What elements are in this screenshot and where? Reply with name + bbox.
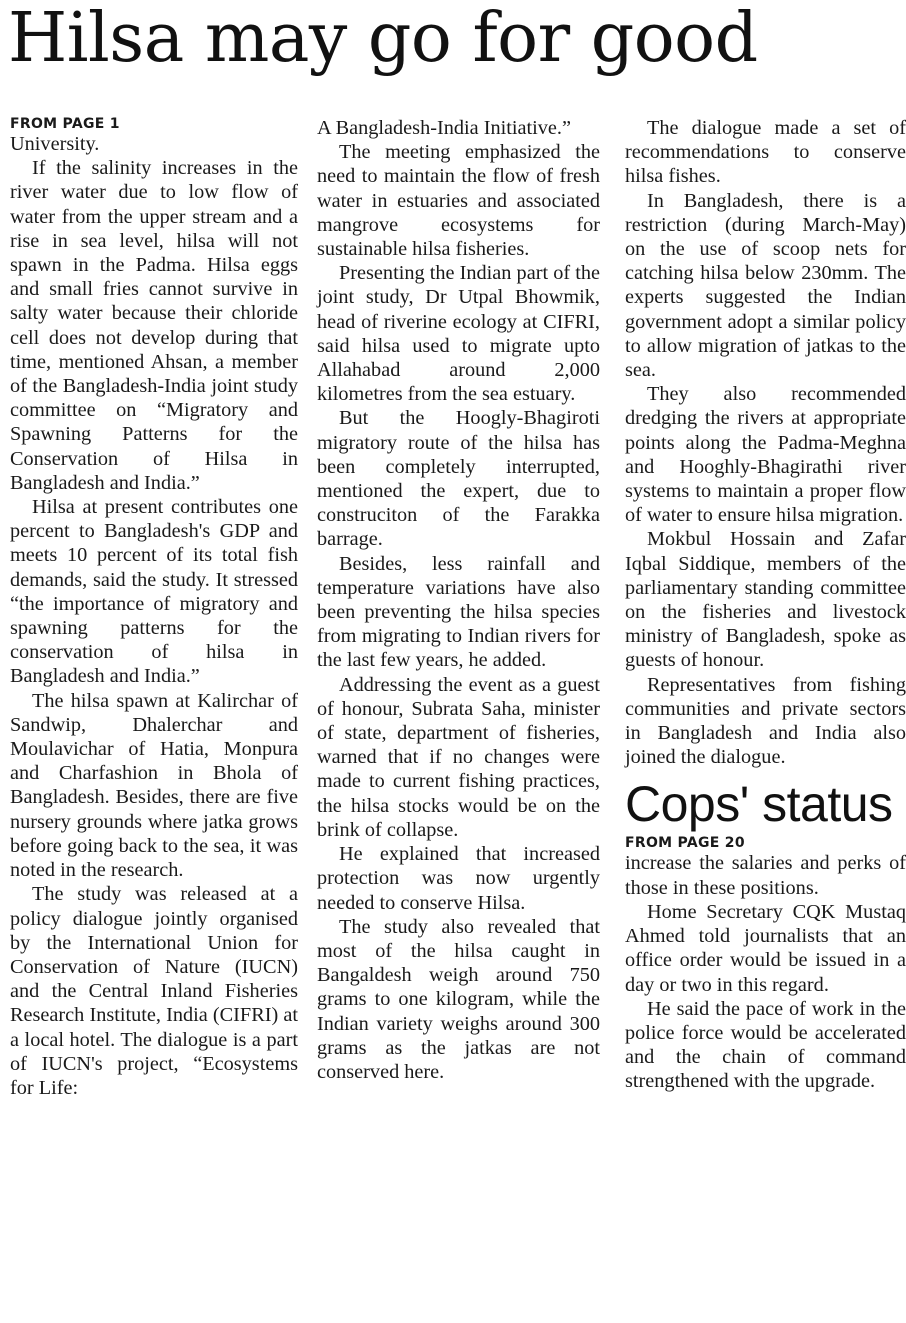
article-paragraph: Mokbul Hossain and Zafar Iqbal Siddique, members of the parliamentary standing committee on the fisheries and livestock ministry of Bangladesh, spoke as guests of honour. <box>625 528 906 672</box>
second-article-paragraph: increase the salaries and perks of those in these positions. <box>625 852 906 899</box>
article-paragraph: But the Hoogly-Bhagiroti migratory route of the hilsa has been completely interrupted, mentioned the expert, due to construciton of the Farakka barrage. <box>317 407 600 551</box>
article-headline: Hilsa may go for good <box>8 0 758 78</box>
article-paragraph: Besides, less rainfall and temperature variations have also been preventing the hilsa species from migrating to Indian rivers for the last few years, he added. <box>317 552 600 672</box>
article-paragraph: He explained that increased protection was now urgently needed to conserve Hilsa. <box>317 843 600 914</box>
article-paragraph: The hilsa spawn at Kalirchar of Sandwip, Dhalerchar and Moulavichar of Hatia, Monpura and Charfashion in Bhola of Bangladesh. Besides, there are five nursery grounds where jatka grows before going back to the sea, it was noted in the research. <box>10 689 298 882</box>
article-paragraph: The study also revealed that most of the hilsa caught in Bangaldesh weigh around 750 grams to one kilogram, while the Indian variety weighs around 300 grams as the jatkas are not conserved here. <box>317 915 600 1083</box>
continued-from-page-kicker: FROM PAGE 1 <box>10 116 120 132</box>
article-paragraph: A Bangladesh-India Initiative.” <box>317 117 572 139</box>
article-paragraph: If the salinity increases in the river water due to low flow of water from the upper stream and a rise in sea level, hilsa will not spawn in the Padma. Hilsa eggs and small fries cannot survive in salty water because their chloride cell does not develop during that time, mentioned Ahsan, a member of the Bangladesh-India joint study committee on “Migratory and Spawning Patterns for the Conservation of Hilsa in Bangladesh and India.” <box>10 157 298 494</box>
article-paragraph: The dialogue made a set of recommendations to conserve hilsa fishes. <box>625 117 906 188</box>
article-column-3 <box>625 116 906 1094</box>
article-column-2 <box>317 116 600 1084</box>
article-paragraph: Presenting the Indian part of the joint study, Dr Utpal Bhowmik, head of riverine ecology at CIFRI, said hilsa used to migrate upto Allahabad around 2,000 kilometres from the sea estuary. <box>317 262 600 406</box>
article-column-1 <box>10 116 298 1100</box>
second-article-paragraph: Home Secretary CQK Mustaq Ahmed told journalists that an office order would be issued in a day or two in this regard. <box>625 900 906 996</box>
article-paragraph: Addressing the event as a guest of honour, Subrata Saha, minister of state, department of fisheries, warned that if no changes were made to current fishing practices, the hilsa stocks would be on the brink of collapse. <box>317 673 600 841</box>
article-paragraph: The meeting emphasized the need to maintain the flow of fresh water in estuaries and associated mangrove ecosystems for sustainable hilsa fisheries. <box>317 141 600 261</box>
second-article-kicker: FROM PAGE 20 <box>625 835 745 852</box>
article-paragraph: They also recommended dredging the rivers at appropriate points along the Padma-Meghna and Hooghly-Bhagirathi river systems to maintain a proper flow of water to ensure hilsa migration. <box>625 383 906 527</box>
article-paragraph: Representatives from fishing communities and private sectors in Bangladesh and India also joined the dialogue. <box>625 673 906 769</box>
second-article-headline: Cops' status <box>625 776 893 833</box>
article-paragraph: In Bangladesh, there is a restriction (during March-May) on the use of scoop nets for catching hilsa below 230mm. The experts suggested the Indian government adopt a similar policy to allow migration of jatkas to the sea. <box>625 189 906 382</box>
article-paragraph: University. <box>10 133 100 155</box>
second-article-paragraph: He said the pace of work in the police force would be accelerated and the chain of command strengthened with the upgrade. <box>625 997 906 1093</box>
article-paragraph: The study was released at a policy dialogue jointly organised by the International Union for Conservation of Nature (IUCN) and the Central Inland Fisheries Research Institute, India (CIFRI) at a local hotel. The dialogue is a part of IUCN's project, “Ecosystems for Life: <box>10 883 298 1099</box>
article-paragraph: Hilsa at present contributes one percent to Bangladesh's GDP and meets 10 percent of its total fish demands, said the study. It stressed “the importance of migratory and spawning patterns for the conservation of hilsa in Bangladesh and India.” <box>10 496 298 688</box>
